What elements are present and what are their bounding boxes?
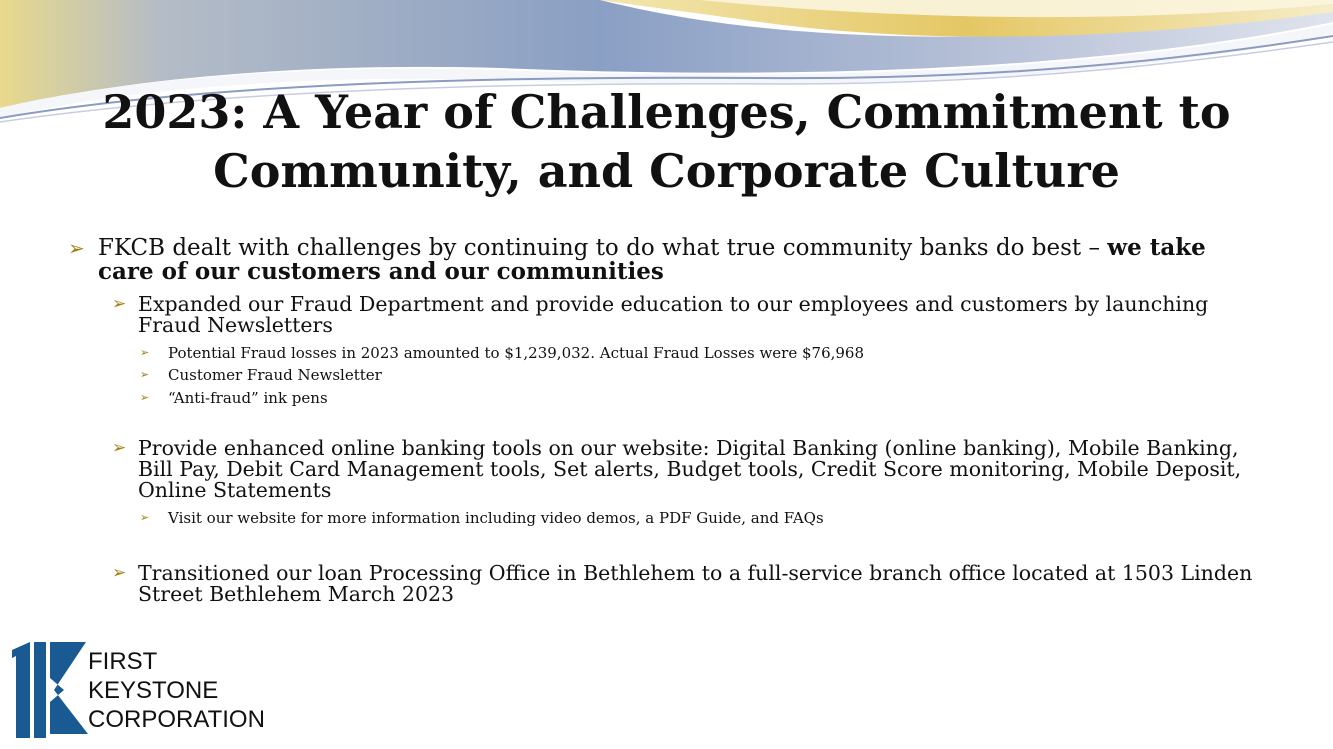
bullet-online-item [140, 507, 1240, 529]
bullet-arrow-icon: ➢ [140, 391, 150, 404]
bullet-fraud-item-text: “Anti-fraud” ink pens [168, 389, 328, 407]
bullet-fraud-item [140, 387, 1240, 409]
slide-title: 2023: A Year of Challenges, Commitment to Community, and Corporate Culture [102, 85, 1231, 198]
bullet-fraud-item-text: Customer Fraud Newsletter [168, 366, 382, 384]
bullet-online [112, 438, 1262, 501]
bullet-main-text [98, 236, 1268, 284]
bullet-fraud-item [140, 342, 1240, 364]
bullet-fraud-item [140, 364, 1240, 386]
bullet-arrow-icon: ➢ [112, 563, 127, 583]
company-logo [12, 642, 302, 738]
bullet-main-bold: we take care of our customers and our communities [98, 234, 1206, 285]
bullet-online-item-text: Visit our website for more information including video demos, a PDF Guide, and FAQs [168, 509, 824, 527]
bullet-arrow-icon: ➢ [140, 511, 150, 524]
bullet-branch-text: Transitioned our loan Processing Office in Bethlehem to a full-service branch office located at 1503 Linden Street Bethlehem March 2023 [138, 561, 1253, 606]
bullet-arrow-icon: ➢ [112, 438, 127, 458]
bullet-fraud-item-text: Potential Fraud losses in 2023 amounted to $1,239,032. Actual Fraud Losses were $76,968 [168, 344, 865, 362]
bullet-arrow-icon: ➢ [68, 236, 85, 260]
keystone-k-icon [12, 642, 92, 738]
logo-text-line: FIRST [88, 648, 158, 675]
bullet-arrow-icon: ➢ [140, 346, 150, 359]
bullet-arrow-icon: ➢ [112, 294, 127, 314]
bullet-branch [112, 563, 1262, 605]
bullet-main-plain: FKCB dealt with challenges by continuing to do what true community banks do best – [98, 235, 1108, 261]
bullet-online-text: Provide enhanced online banking tools on our website: Digital Banking (online banking), Mobile Banking, Bill Pay, Debit Card Management tools, Set alerts, Budget tools, Credit Score monitoring, Mobile Deposit, Online Statements [138, 436, 1242, 502]
bullet-main [68, 236, 1268, 284]
bullet-arrow-icon: ➢ [140, 368, 150, 381]
bullet-fraud-text: Expanded our Fraud Department and provide education to our employees and customers by launching Fraud Newsletters [138, 292, 1209, 337]
logo-text-line: CORPORATION [88, 706, 265, 733]
logo-text-line: KEYSTONE [88, 677, 219, 704]
bullet-fraud [112, 294, 1262, 336]
